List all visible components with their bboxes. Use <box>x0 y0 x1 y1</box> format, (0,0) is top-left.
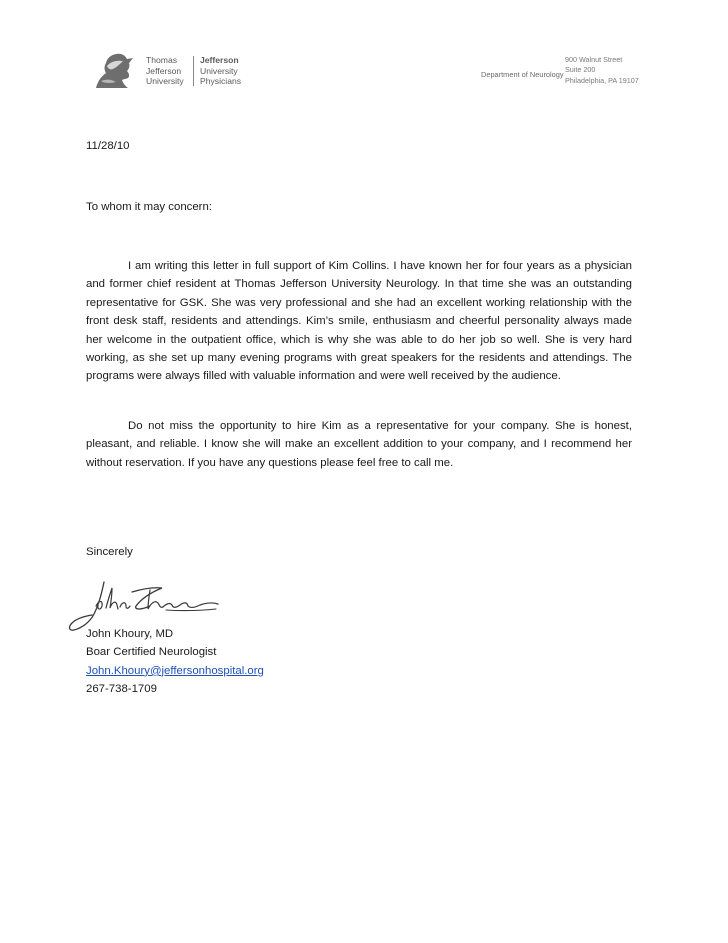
signature-block <box>86 625 264 699</box>
brand-divider <box>193 56 194 86</box>
signer-name: John Khoury, MD <box>86 628 174 640</box>
brand-right-line: University <box>200 65 238 76</box>
brand-right-line: Jefferson <box>200 55 239 65</box>
signer-phone: 267-738-1709 <box>86 683 157 696</box>
address-line: Suite 200 <box>565 65 596 75</box>
signer-email-link[interactable]: John.Khoury@jeffersonhospital.org <box>86 664 264 677</box>
department-address <box>565 55 639 86</box>
brand-right-line: Physicians <box>200 76 242 87</box>
brand-university <box>146 55 188 87</box>
brand-left-line: Jefferson <box>146 65 182 76</box>
brand-physicians <box>200 55 250 87</box>
address-line: Philadelphia, PA 19107 <box>565 75 639 85</box>
brand-left-line: University <box>146 76 184 87</box>
jefferson-profile-logo-icon <box>92 46 138 92</box>
letter-paragraph <box>86 417 632 472</box>
letter-paragraph <box>86 257 632 386</box>
letter-closing: Sincerely <box>86 546 133 558</box>
paragraph-text: Do not miss the opportunity to hire Kim as a representative for your company. She is honest, pleasant, and reliable. I know she will make an excellent addition to your company, and I recommend her without reservation. If you have any questions please feel free to call me. <box>86 420 632 469</box>
letterhead <box>0 0 728 110</box>
department-name: Department of Neurology <box>481 70 564 79</box>
signer-title: Boar Certified Neurologist <box>86 646 217 659</box>
paragraph-text: I am writing this letter in full support of Kim Collins. I have known her for four years as a physician and former chief resident at Thomas Jefferson University Neurology. In that time she was an outstanding representative for GSK. She was very professional and she had an excellent working relationship with the front desk staff, residents and attendings. Kim’s smile, enthusiasm and cheerful personality always made her welcome in the outpatient office, which is why she was able to do her job so well. She is very hard working, as she set up many evening programs with great speakers for the residents and attendings. The programs were always filled with valuable information and were well received by the audience. <box>86 260 632 383</box>
letter-date: 11/28/10 <box>86 140 130 152</box>
address-line: 900 Walnut Street <box>565 55 623 64</box>
letter-greeting: To whom it may concern: <box>86 201 212 213</box>
brand-left-line: Thomas <box>146 55 178 65</box>
